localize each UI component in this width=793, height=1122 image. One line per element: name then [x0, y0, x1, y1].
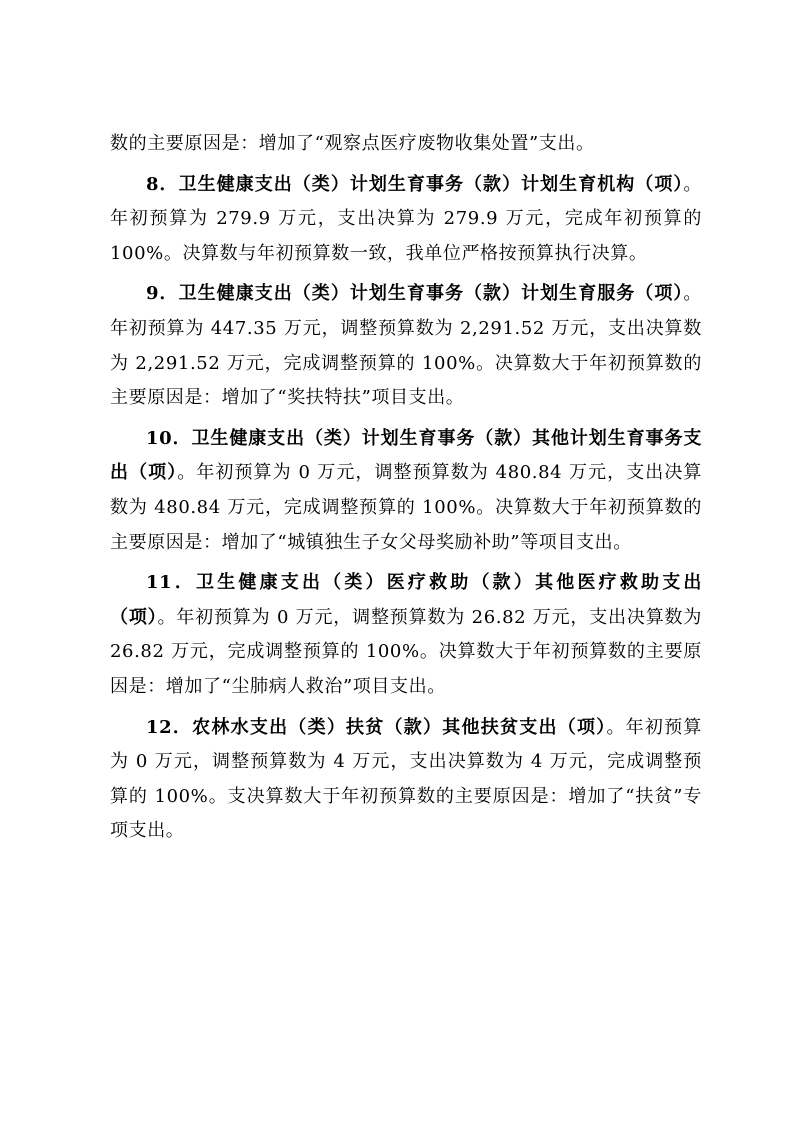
paragraph-item-12 [110, 711, 702, 849]
paragraph-continuation [110, 127, 702, 162]
paragraph-body: 。年初预算为 0 万元，调整预算数为 4 万元，支出决算数为 4 万元，完成调整预算的 100%。支决算数大于年初预算数的主要原因是：增加了“扶贫”专项支出。 [110, 716, 703, 842]
paragraph-body: 。年初预算为 447.35 万元，调整预算数为 2,291.52 万元，支出决算数为 2,291.52 万元，完成调整预算的 100%。决算数大于年初预算数的主要原因是：增加了“奖扶特扶”项目支出。 [110, 283, 702, 409]
paragraph-body: 。年初预算为 279.9 万元，支出决算为 279.9 万元，完成年初预算的 100%。决算数与年初预算数一致，我单位严格按预算执行决算。 [110, 173, 702, 264]
paragraph-item-10 [110, 422, 702, 560]
paragraph-heading: 11．卫生健康支出（类）医疗救助（款）其他医疗救助支出（项） [110, 572, 702, 628]
paragraph-body: 。年初预算为 0 万元，调整预算数为 480.84 万元，支出决算数为 480.84 万元，完成调整预算的 100%。决算数大于年初预算数的主要原因是：增加了“城镇独生子女父母奖励补助”等项目支出。 [110, 462, 702, 553]
paragraph-item-9 [110, 277, 702, 415]
paragraph-heading: 9．卫生健康支出（类）计划生育事务（款）计划生育服务（项） [146, 283, 684, 305]
paragraph-heading: 10．卫生健康支出（类）计划生育事务（款）其他计划生育事务支出（项） [110, 427, 702, 484]
paragraph-body: 数的主要原因是：增加了“观察点医疗废物收集处置”支出。 [110, 133, 595, 154]
paragraph-item-11 [110, 566, 702, 704]
paragraph-item-8 [110, 168, 702, 272]
paragraph-heading: 12．农林水支出（类）扶贫（款）其他扶贫支出（项） [146, 716, 607, 738]
paragraph-body: 。年初预算为 0 万元，调整预算数为 26.82 万元，支出决算数为 26.82 万元，完成调整预算的 100%。决算数大于年初预算数的主要原因是：增加了“尘肺病人救治”项目支出。 [110, 606, 702, 697]
document-page [110, 127, 702, 855]
paragraph-heading: 8．卫生健康支出（类）计划生育事务（款）计划生育机构（项） [146, 173, 684, 195]
